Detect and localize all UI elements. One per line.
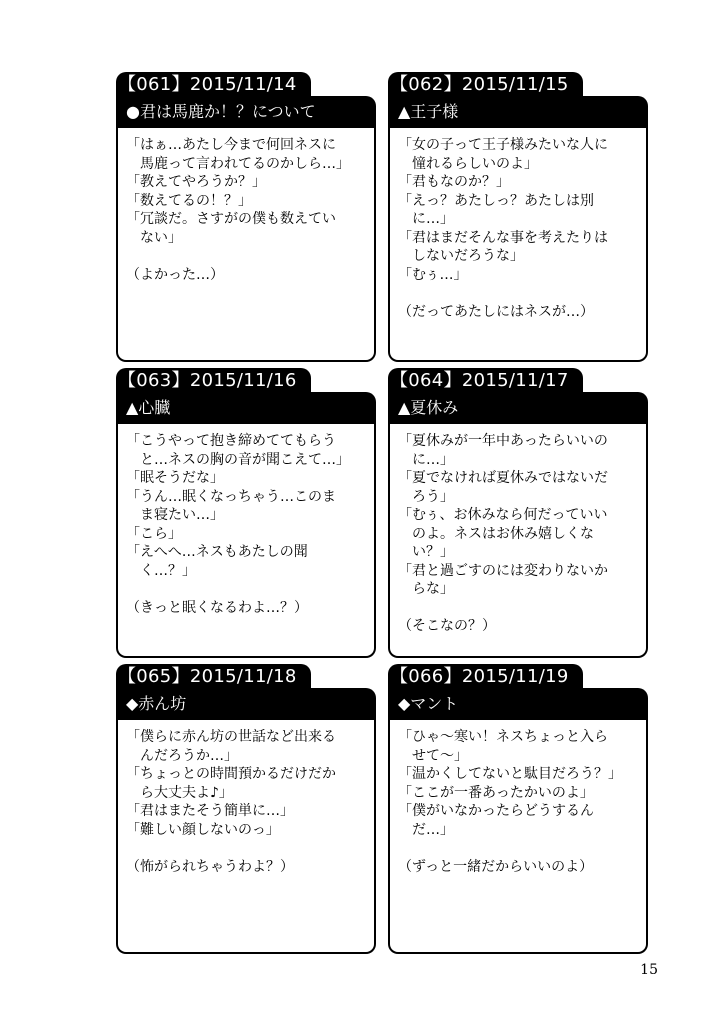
dialogue-line: 「君はまだそんな事を考えたりは — [398, 229, 608, 246]
dialogue-line: 憧れるらしいのよ」 — [398, 155, 538, 172]
dialogue-line: 「えっ？あたしっ？あたしは別 — [398, 192, 594, 209]
dialogue-line: 「温かくしてないと駄目だろう？」 — [398, 766, 622, 782]
dialogue-line: ない」 — [126, 229, 182, 246]
dialogue-line: ろう」 — [398, 488, 454, 505]
dialogue-line: 「僕がいなかったらどうするん — [398, 803, 594, 819]
entry-date: 2015/11/18 — [189, 666, 297, 687]
dialogue-line: 「教えてやろうか？」 — [126, 174, 266, 190]
entry-header-tab — [116, 664, 311, 688]
dialogue-line: 「君と過ごすのには変わりないか — [398, 562, 608, 579]
dialogue-line: んだろうか…」 — [126, 747, 238, 764]
dialogue-line: 「君もなのか？」 — [398, 174, 510, 190]
entry-date: 2015/11/17 — [461, 370, 569, 391]
dialogue-line: ま寝たい…」 — [126, 507, 224, 523]
dialogue-line: 「冗談だ。さすがの僕も数えてい — [126, 211, 336, 227]
blank-line — [126, 839, 366, 858]
entry-body — [388, 720, 648, 954]
entry-number: 【064】 — [390, 370, 462, 391]
dialogue-line: 「僕らに赤ん坊の世話など出来る — [126, 729, 336, 745]
entry-date: 2015/11/19 — [461, 666, 569, 687]
entry-title: ▲心臓 — [116, 392, 376, 424]
blank-line — [398, 284, 638, 303]
dialogue-line: 「むぅ…」 — [398, 266, 468, 283]
monologue-line: （そこなの？） — [398, 618, 496, 634]
entry-date: 2015/11/14 — [189, 74, 297, 95]
page-number: 15 — [640, 962, 658, 978]
dialogue-line: い？」 — [398, 544, 454, 560]
dialogue-line: 馬鹿って言われてるのかしら…」 — [126, 155, 350, 172]
monologue-line: （ずっと一緒だからいいのよ） — [398, 858, 594, 875]
dialogue-line: 「ちょっとの時間預かるだけだか — [126, 766, 336, 782]
entry-body — [388, 128, 648, 362]
entry-title: ◆マント — [388, 688, 648, 720]
dialogue-line: 「ここが一番あったかいのよ」 — [398, 784, 594, 801]
dialogue-line: に…」 — [398, 211, 454, 227]
entry-body — [116, 424, 376, 658]
dialogue-line: と…ネスの胸の音が聞こえて…」 — [126, 451, 350, 468]
dialogue-line: 「ひゃ～寒い！ネスちょっと入ら — [398, 729, 608, 745]
dialogue-line: 「数えてるの！？」 — [126, 192, 252, 209]
entry-body — [116, 720, 376, 954]
blank-line — [126, 247, 366, 266]
entry-number: 【062】 — [390, 74, 462, 95]
blank-line — [126, 580, 366, 599]
dialogue-line: だ…」 — [398, 821, 454, 838]
dialogue-line: せて～」 — [398, 747, 468, 764]
entry-body — [388, 424, 648, 658]
entry-number: 【061】 — [118, 74, 190, 95]
entry-title: ▲王子様 — [388, 96, 648, 128]
dialogue-line: ら大丈夫よ♪」 — [126, 784, 233, 801]
dialogue-line: しないだろうな」 — [398, 248, 524, 264]
dialogue-line: 「えへへ…ネスもあたしの聞 — [126, 544, 308, 560]
entry-title: ▲夏休み — [388, 392, 648, 424]
entry-header-tab — [388, 368, 583, 392]
dialogue-line: 「こら」 — [126, 525, 182, 542]
dialogue-line: 「眠そうだな」 — [126, 470, 224, 486]
blank-line — [398, 599, 638, 618]
entry-date: 2015/11/16 — [189, 370, 297, 391]
dialogue-line: 「君はまたそう簡単に…」 — [126, 803, 294, 819]
entry-header-tab — [388, 72, 583, 96]
dialogue-line: 「女の子って王子様みたいな人に — [398, 137, 608, 153]
entry-header-tab — [116, 72, 311, 96]
dialogue-line: らな」 — [398, 581, 454, 597]
dialogue-line: 「夏休みが一年中あったらいいの — [398, 433, 608, 449]
entry-number: 【065】 — [118, 666, 190, 687]
entry-header-tab — [116, 368, 311, 392]
entry-number: 【066】 — [390, 666, 462, 687]
monologue-line: （怖がられちゃうわよ？） — [126, 858, 294, 875]
entry-date: 2015/11/15 — [461, 74, 569, 95]
monologue-line: （きっと眠くなるわよ…？） — [126, 599, 308, 616]
dialogue-line: 「はぁ…あたし今まで何回ネスに — [126, 137, 336, 153]
blank-line — [398, 839, 638, 858]
entry-header-tab — [388, 664, 583, 688]
entry-body — [116, 128, 376, 362]
entry-number: 【063】 — [118, 370, 190, 391]
dialogue-line: 「こうやって抱き締めててもらう — [126, 433, 336, 449]
dialogue-line: く…？」 — [126, 562, 196, 579]
entry-title: ●君は馬鹿か！？について — [116, 96, 376, 128]
dialogue-line: 「夏でなければ夏休みではないだ — [398, 470, 608, 486]
monologue-line: （よかった…） — [126, 266, 224, 283]
dialogue-line: 「難しい顔しないのっ」 — [126, 821, 280, 838]
dialogue-line: のよ。ネスはお休み嬉しくな — [398, 525, 594, 542]
dialogue-line: 「うん…眠くなっちゃう…このま — [126, 488, 336, 505]
entry-title: ◆赤ん坊 — [116, 688, 376, 720]
dialogue-line: に…」 — [398, 451, 454, 468]
dialogue-line: 「むぅ、お休みなら何だっていい — [398, 507, 608, 523]
monologue-line: （だってあたしにはネスが…） — [398, 303, 594, 320]
